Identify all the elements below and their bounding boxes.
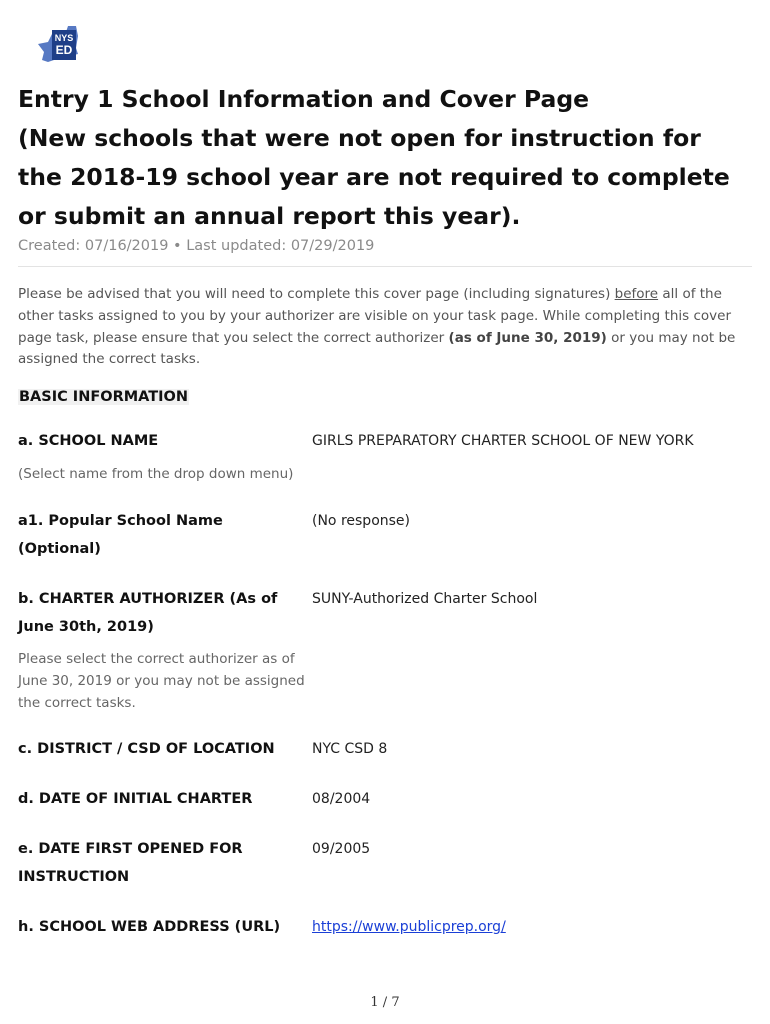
field-value [312, 914, 752, 941]
page-title-line-4: or submit an annual report this year). [18, 202, 521, 230]
page-title-line-2: (New schools that were not open for instruction for [18, 124, 701, 152]
school-website-link[interactable]: https://www.publicprep.org/ [312, 919, 506, 935]
field-value: NYC CSD 8 [312, 741, 388, 757]
field-help: Please select the correct authorizer as of June 30, 2019 or you may not be assigned the correct tasks. [18, 651, 305, 711]
created-updated-meta: Created: 07/16/2019 • Last updated: 07/29/2019 [18, 238, 375, 254]
field-label: c. DISTRICT / CSD OF LOCATION [18, 741, 275, 757]
divider [18, 266, 752, 267]
field-value: SUNY-Authorized Charter School [312, 591, 538, 607]
field-help: (Select name from the drop down menu) [18, 466, 294, 482]
intro-paragraph [18, 284, 758, 371]
logo-text-bottom: ED [55, 43, 73, 57]
page-title [18, 80, 758, 236]
field-label: a1. Popular School Name (Optional) [18, 513, 223, 557]
field-value: GIRLS PREPARATORY CHARTER SCHOOL OF NEW YORK [312, 433, 694, 449]
field-label: b. CHARTER AUTHORIZER (As of June 30th, 2019) [18, 591, 278, 635]
field-label: a. SCHOOL NAME [18, 433, 159, 449]
intro-text-2: all of the other tasks assigned to you by your authorizer are visible on your task page. While completing this cover page task, please ensure that you select the correct authorizer [18, 286, 731, 346]
field-value: (No response) [312, 513, 410, 529]
field-label: h. SCHOOL WEB ADDRESS (URL) [18, 919, 281, 935]
intro-text-3: or you may not be assigned the correct tasks. [18, 329, 736, 368]
logo-text-top: NYS [54, 33, 74, 43]
page-title-line-3: the 2018-19 school year are not required to complete [18, 163, 730, 191]
section-heading-basic-info: BASIC INFORMATION [19, 389, 189, 405]
field-label: e. DATE FIRST OPENED FOR INSTRUCTION [18, 841, 243, 885]
page-title-line-1: Entry 1 School Information and Cover Page [18, 85, 590, 113]
field-label: d. DATE OF INITIAL CHARTER [18, 791, 253, 807]
page-indicator: 1 / 7 [370, 995, 400, 1010]
intro-text-1: Please be advised that you will need to complete this cover page (including signatures) [18, 286, 615, 302]
intro-underlined-before: before [614, 286, 659, 302]
nysed-logo [32, 22, 106, 68]
intro-bold-date: (as of June 30, 2019) [448, 329, 607, 346]
field-value: 09/2005 [312, 841, 371, 857]
field-value: 08/2004 [312, 791, 371, 807]
